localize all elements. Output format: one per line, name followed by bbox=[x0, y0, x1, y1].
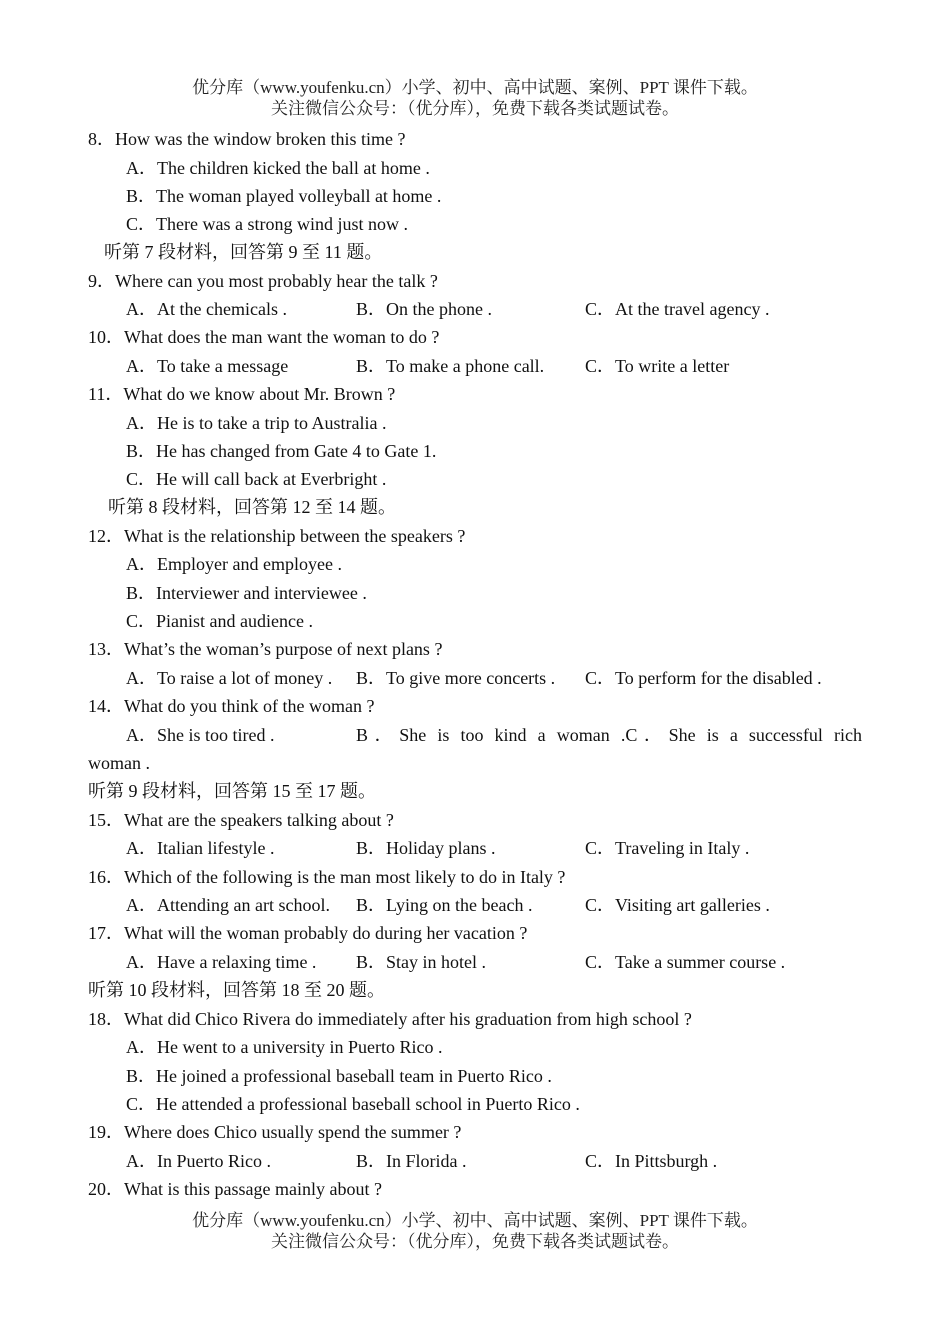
header-line-1: 优分库（www.youfenku.cn）小学、初中、高中试题、案例、PPT 课件下载。 bbox=[192, 78, 758, 97]
question-17-option-c: C．Take a summer course . bbox=[585, 952, 786, 972]
question-12-stem: 12．What is the relationship between the speakers ? bbox=[88, 526, 466, 546]
question-13-option-a: A．To raise a lot of money . bbox=[126, 668, 333, 688]
question-8-option-b: B．The woman played volleyball at home . bbox=[126, 186, 442, 206]
question-16-option-b: B．Lying on the beach . bbox=[356, 895, 533, 915]
question-16-stem: 16．Which of the following is the man most likely to do in Italy ? bbox=[88, 867, 566, 887]
question-16-option-c: C．Visiting art galleries . bbox=[585, 895, 770, 915]
question-19-option-b: B．In Florida . bbox=[356, 1151, 467, 1171]
question-15-option-a: A．Italian lifestyle . bbox=[126, 838, 275, 858]
question-20-stem: 20．What is this passage mainly about ? bbox=[88, 1179, 382, 1199]
question-12-option-c: C．Pianist and audience . bbox=[126, 611, 313, 631]
question-13-option-c: C．To perform for the disabled . bbox=[585, 668, 822, 688]
question-15-stem: 15．What are the speakers talking about ? bbox=[88, 810, 394, 830]
question-10-stem: 10．What does the man want the woman to do ? bbox=[88, 327, 440, 347]
question-14-option-b-c: B．She is too kind a woman .C．She is a successful rich bbox=[356, 725, 862, 745]
question-15-option-c: C．Traveling in Italy . bbox=[585, 838, 750, 858]
page-footer bbox=[0, 1210, 950, 1252]
question-16-option-a: A．Attending an art school. bbox=[126, 895, 330, 915]
footer-line-2: 关注微信公众号：（优分库），免费下载各类试题试卷。 bbox=[271, 1232, 679, 1251]
question-14-stem: 14．What do you think of the woman ? bbox=[88, 696, 375, 716]
header-line-2: 关注微信公众号：（优分库），免费下载各类试题试卷。 bbox=[271, 99, 679, 118]
question-10-option-b: B．To make a phone call. bbox=[356, 356, 545, 376]
question-17-stem: 17．What will the woman probably do during her vacation ? bbox=[88, 923, 528, 943]
question-14-option-a: A．She is too tired . bbox=[126, 725, 275, 745]
question-12-option-a: A．Employer and employee . bbox=[126, 554, 342, 574]
question-19-stem: 19．Where does Chico usually spend the summer ? bbox=[88, 1122, 462, 1142]
question-17-option-b: B．Stay in hotel . bbox=[356, 952, 486, 972]
section-9-instruction: 听第 9 段材料，回答第 15 至 17 题。 bbox=[88, 781, 376, 801]
question-10-option-a: A．To take a message bbox=[126, 356, 289, 376]
question-11-option-b: B．He has changed from Gate 4 to Gate 1. bbox=[126, 441, 437, 461]
question-18-option-a: A．He went to a university in Puerto Rico . bbox=[126, 1037, 443, 1057]
question-14-option-c-continued: woman . bbox=[88, 753, 150, 773]
footer-line-1: 优分库（www.youfenku.cn）小学、初中、高中试题、案例、PPT 课件下载。 bbox=[192, 1211, 758, 1230]
question-18-option-b: B．He joined a professional baseball team in Puerto Rico . bbox=[126, 1066, 552, 1086]
question-18-option-c: C．He attended a professional baseball school in Puerto Rico . bbox=[126, 1094, 580, 1114]
question-12-option-b: B．Interviewer and interviewee . bbox=[126, 583, 367, 603]
question-10-option-c: C．To write a letter bbox=[585, 356, 730, 376]
page-header bbox=[0, 77, 950, 119]
question-9-stem: 9．Where can you most probably hear the talk ? bbox=[88, 271, 438, 291]
question-9-option-b: B．On the phone . bbox=[356, 299, 492, 319]
question-9-option-a: A．At the chemicals . bbox=[126, 299, 287, 319]
question-8-stem: 8．How was the window broken this time ? bbox=[88, 129, 406, 149]
question-11-stem: 11．What do we know about Mr. Brown ? bbox=[88, 384, 396, 404]
question-13-stem: 13．What’s the woman’s purpose of next plans ? bbox=[88, 639, 443, 659]
section-7-instruction: 听第 7 段材料，回答第 9 至 11 题。 bbox=[104, 242, 383, 262]
section-10-instruction: 听第 10 段材料，回答第 18 至 20 题。 bbox=[88, 980, 385, 1000]
question-19-option-c: C．In Pittsburgh . bbox=[585, 1151, 718, 1171]
question-13-option-b: B．To give more concerts . bbox=[356, 668, 556, 688]
question-8-option-a: A．The children kicked the ball at home . bbox=[126, 158, 430, 178]
question-11-option-c: C．He will call back at Everbright . bbox=[126, 469, 387, 489]
question-15-option-b: B．Holiday plans . bbox=[356, 838, 496, 858]
question-11-option-a: A．He is to take a trip to Australia . bbox=[126, 413, 387, 433]
question-8-option-c: C．There was a strong wind just now . bbox=[126, 214, 408, 234]
question-9-option-c: C．At the travel agency . bbox=[585, 299, 770, 319]
section-8-instruction: 听第 8 段材料，回答第 12 至 14 题。 bbox=[108, 497, 396, 517]
question-17-option-a: A．Have a relaxing time . bbox=[126, 952, 317, 972]
question-18-stem: 18．What did Chico Rivera do immediately after his graduation from high school ? bbox=[88, 1009, 692, 1029]
question-19-option-a: A．In Puerto Rico . bbox=[126, 1151, 271, 1171]
